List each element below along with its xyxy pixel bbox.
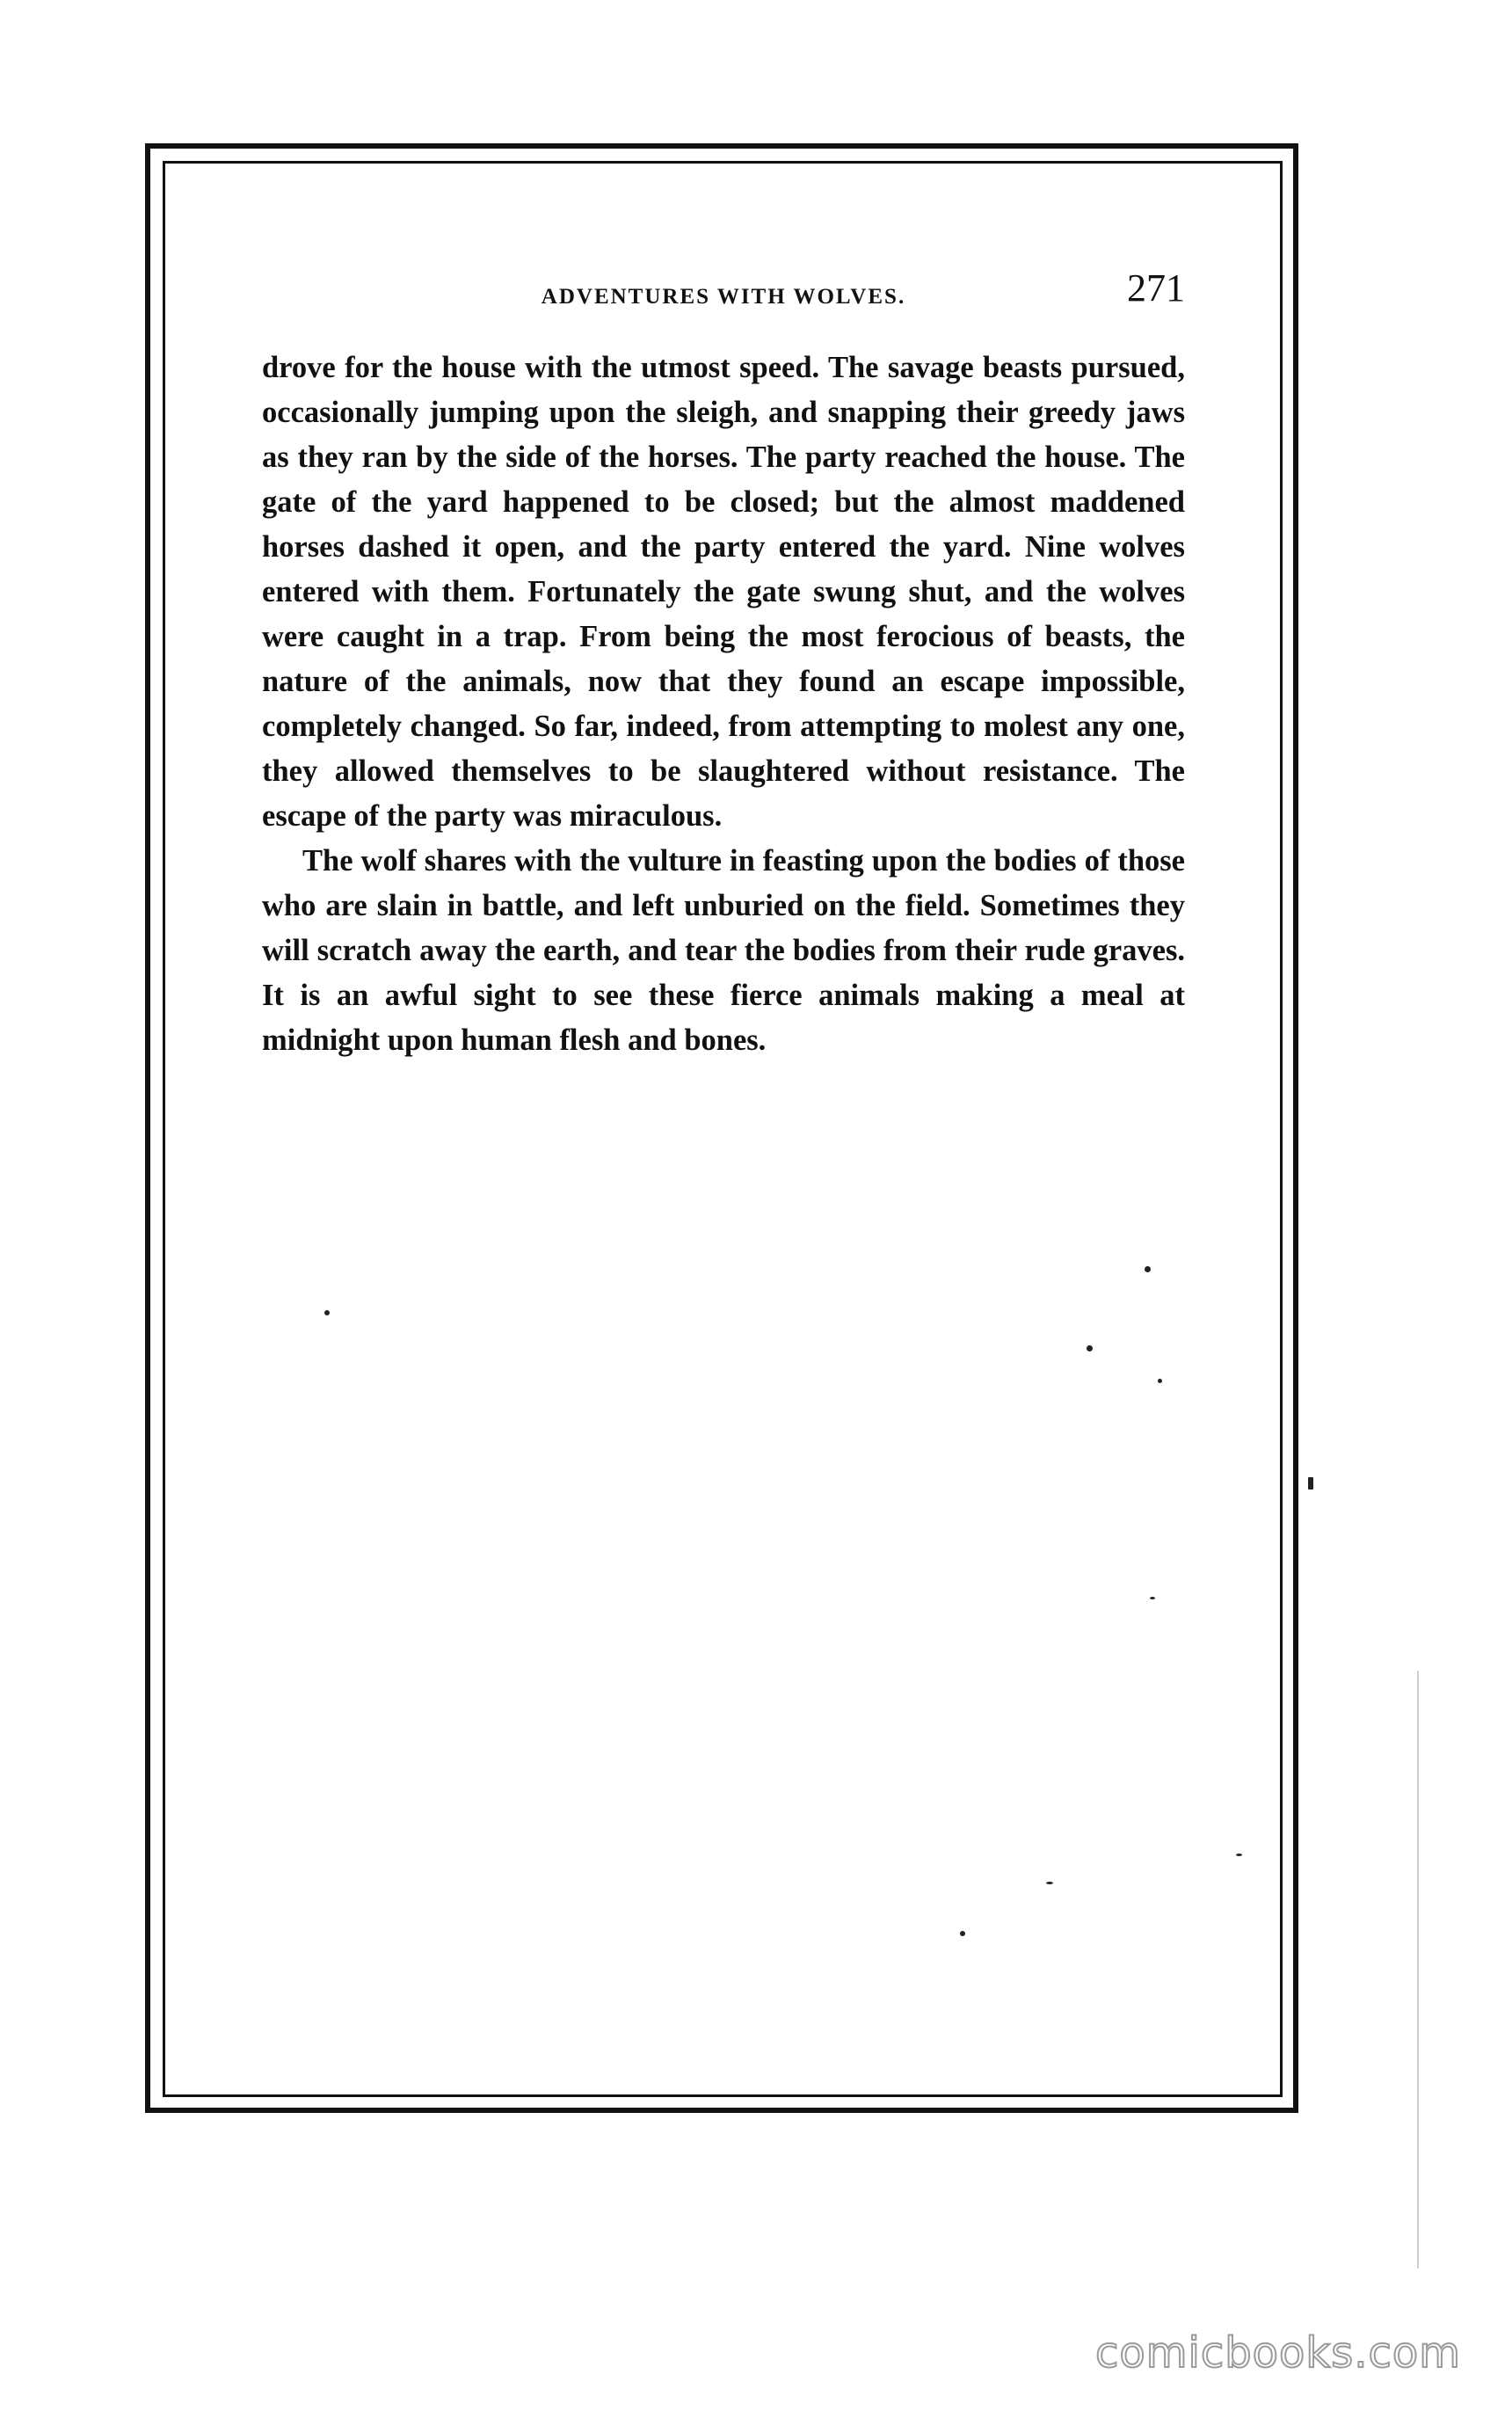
paragraph-2: The wolf shares with the vulture in feasting upon the bodies of those who are slain in battle, and left unburied on the field. Sometimes they will scratch away the earth, and tear the bodies from their rude graves. It is an awful sight to see these fierce animals making a meal at midnight upon human flesh and bones. — [262, 844, 1185, 1057]
running-head — [262, 266, 1185, 318]
margin-line — [1417, 1671, 1419, 2269]
page-number: 271 — [1127, 266, 1185, 310]
paragraph-1: drove for the house with the utmost speed. The savage beasts pursued, occasionally jumping upon the sleigh, and snapping their greedy jaws as they ran by the side of the horses. The party reached the house. The gate of the yard happened to be closed; but the almost maddened horses dashed it open, and the party entered the yard. Nine wolves entered with them. Fortunately the gate swung shut, and the wolves were caught in a trap. From being the most ferocious of beasts, the nature of the animals, now that they found an escape impossible, completely changed. So far, indeed, from attempting to molest any one, they allowed themselves to be slaughtered without resistance. The escape of the party was miraculous. — [262, 351, 1185, 833]
scan-speck — [1046, 1882, 1053, 1884]
scan-speck — [1236, 1854, 1242, 1856]
scan-speck — [1308, 1477, 1313, 1490]
scan-speck — [1150, 1597, 1155, 1599]
scan-speck — [960, 1931, 965, 1936]
body-text — [262, 346, 1185, 1063]
watermark: comicbooks.com — [1094, 2328, 1461, 2378]
scan-speck — [324, 1310, 330, 1315]
scan-speck — [1158, 1379, 1162, 1383]
running-title: ADVENTURES WITH WOLVES. — [541, 285, 906, 309]
scan-speck — [1145, 1266, 1151, 1272]
scan-speck — [1087, 1345, 1093, 1351]
